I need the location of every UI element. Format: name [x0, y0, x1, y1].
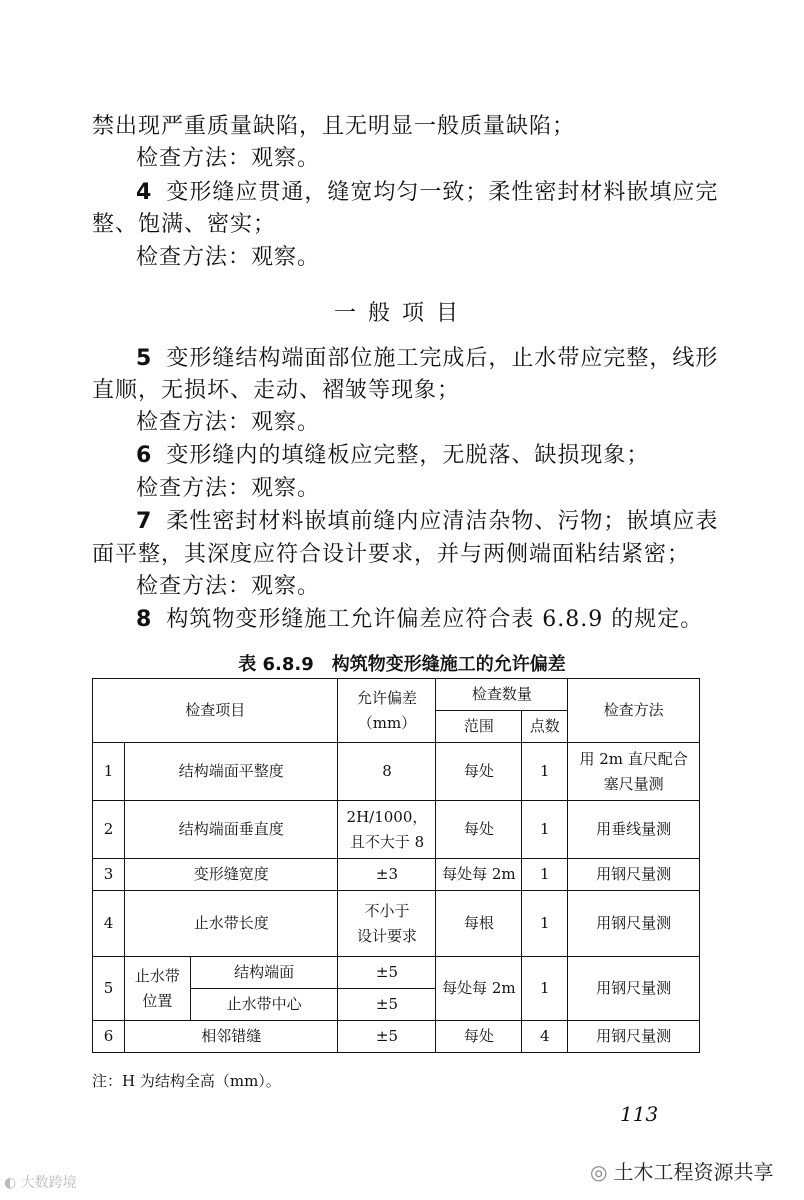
item-4-line-2: 整、饱满、密实； — [92, 212, 277, 237]
row-tolerance — [338, 801, 436, 859]
check-method-line: 检查方法：观察。 — [136, 146, 321, 171]
row-points: 1 — [522, 859, 568, 891]
row-item: 结构端面垂直度 — [124, 801, 338, 859]
row-method-line-2: 塞尺量测 — [603, 774, 664, 793]
table-row — [93, 801, 700, 859]
row-range: 每处每 2m — [436, 957, 522, 1021]
row-range: 每处每 2m — [436, 859, 522, 891]
row-range: 每根 — [436, 891, 522, 957]
row-method: 用垂线量测 — [568, 801, 700, 859]
header-quantity: 检查数量 — [436, 679, 568, 711]
row-number: 1 — [93, 743, 125, 801]
row-tolerance: ±3 — [338, 859, 436, 891]
row-points: 1 — [522, 743, 568, 801]
row-number: 5 — [93, 957, 125, 1021]
tolerance-table — [92, 678, 700, 1053]
item-7-line-1 — [136, 507, 718, 537]
watermark-right — [590, 1156, 773, 1185]
check-method-line: 检查方法：观察。 — [136, 245, 321, 270]
row-group — [124, 957, 190, 1021]
row-tolerance-line-1: 不小于 — [364, 901, 410, 920]
item-number: 6 — [136, 443, 153, 468]
table-header-row — [93, 679, 700, 711]
header-tolerance-line-1: 允许偏差 — [356, 688, 417, 707]
item-6-line-1 — [136, 441, 649, 471]
header-tolerance — [338, 679, 436, 743]
row-method: 用钢尺量测 — [568, 957, 700, 1021]
table-row — [93, 743, 700, 801]
header-item: 检查项目 — [93, 679, 338, 743]
row-range: 每处 — [436, 801, 522, 859]
row-item: 结构端面平整度 — [124, 743, 338, 801]
paragraph-continuation: 禁出现严重质量缺陷，且无明显一般质量缺陷； — [92, 114, 576, 139]
row-subitem: 止水带中心 — [190, 989, 338, 1021]
item-4-line-1 — [136, 178, 718, 208]
row-points: 1 — [522, 801, 568, 859]
table-row — [93, 891, 700, 957]
item-number: 7 — [136, 509, 153, 534]
watermark-right-text: 土木工程资源共享 — [613, 1160, 774, 1184]
table-note: 注：H 为结构全高（mm）。 — [92, 1072, 281, 1090]
row-number: 4 — [93, 891, 125, 957]
row-points: 4 — [522, 1021, 568, 1053]
item-text: 变形缝应贯通，缝宽均匀一致；柔性密封材料嵌填应完 — [166, 180, 719, 205]
table-row — [93, 859, 700, 891]
row-subitem: 结构端面 — [190, 957, 338, 989]
row-tolerance-line-2: 且不大于 8 — [349, 832, 425, 851]
item-number: 8 — [136, 607, 153, 632]
watermark-left — [4, 1172, 77, 1192]
table-row — [93, 1021, 700, 1053]
item-text: 变形缝结构端面部位施工完成后，止水带应完整，线形 — [166, 346, 719, 371]
table-caption: 表 6.8.9 构筑物变形缝施工的允许偏差 — [238, 654, 566, 675]
row-tolerance: ±5 — [338, 957, 436, 989]
item-7-line-2: 面平整，其深度应符合设计要求，并与两侧端面粘结紧密； — [92, 542, 691, 567]
item-text: 变形缝内的填缝板应完整，无脱落、缺损现象； — [166, 443, 650, 468]
header-range: 范围 — [436, 711, 522, 743]
item-number: 5 — [136, 346, 153, 371]
row-method — [568, 743, 700, 801]
row-item: 变形缝宽度 — [124, 859, 338, 891]
section-heading: 一般项目 — [333, 301, 470, 326]
item-8-line-1 — [136, 605, 703, 635]
row-number: 3 — [93, 859, 125, 891]
row-number: 2 — [93, 801, 125, 859]
table-row — [93, 957, 700, 989]
wechat-icon: ◎ — [590, 1160, 608, 1184]
header-method: 检查方法 — [568, 679, 700, 743]
row-number: 6 — [93, 1021, 125, 1053]
watermark-left-text: 大数跨境 — [20, 1175, 77, 1191]
check-method-line: 检查方法：观察。 — [136, 410, 321, 435]
row-group-line-2: 位置 — [142, 991, 173, 1010]
item-text: 柔性密封材料嵌填前缝内应清洁杂物、污物；嵌填应表 — [166, 509, 719, 534]
row-points: 1 — [522, 957, 568, 1021]
row-tolerance-line-2: 设计要求 — [356, 926, 417, 945]
row-method: 用钢尺量测 — [568, 1021, 700, 1053]
item-5-line-1 — [136, 344, 718, 374]
check-method-line: 检查方法：观察。 — [136, 574, 321, 599]
check-method-line: 检查方法：观察。 — [136, 476, 321, 501]
row-tolerance-line-1: 2H/1000， — [346, 807, 428, 826]
header-tolerance-line-2: （mm） — [357, 713, 417, 732]
row-method-line-1: 用 2m 直尺配合 — [579, 749, 688, 768]
row-group-line-1: 止水带 — [134, 966, 180, 985]
page-number: 113 — [620, 1102, 659, 1126]
row-points: 1 — [522, 891, 568, 957]
row-range: 每处 — [436, 1021, 522, 1053]
row-method: 用钢尺量测 — [568, 891, 700, 957]
row-tolerance: ±5 — [338, 1021, 436, 1053]
item-number: 4 — [136, 180, 153, 205]
row-tolerance — [338, 891, 436, 957]
row-tolerance: 8 — [338, 743, 436, 801]
row-item: 止水带长度 — [124, 891, 338, 957]
watermark-logo-icon: ◐ — [4, 1175, 21, 1191]
row-item: 相邻错缝 — [124, 1021, 338, 1053]
item-text: 构筑物变形缝施工允许偏差应符合表 6.8.9 的规定。 — [166, 607, 704, 632]
item-5-line-2: 直顺，无损坏、走动、褶皱等现象； — [92, 378, 461, 403]
row-range: 每处 — [436, 743, 522, 801]
row-method: 用钢尺量测 — [568, 859, 700, 891]
header-points: 点数 — [522, 711, 568, 743]
row-tolerance: ±5 — [338, 989, 436, 1021]
